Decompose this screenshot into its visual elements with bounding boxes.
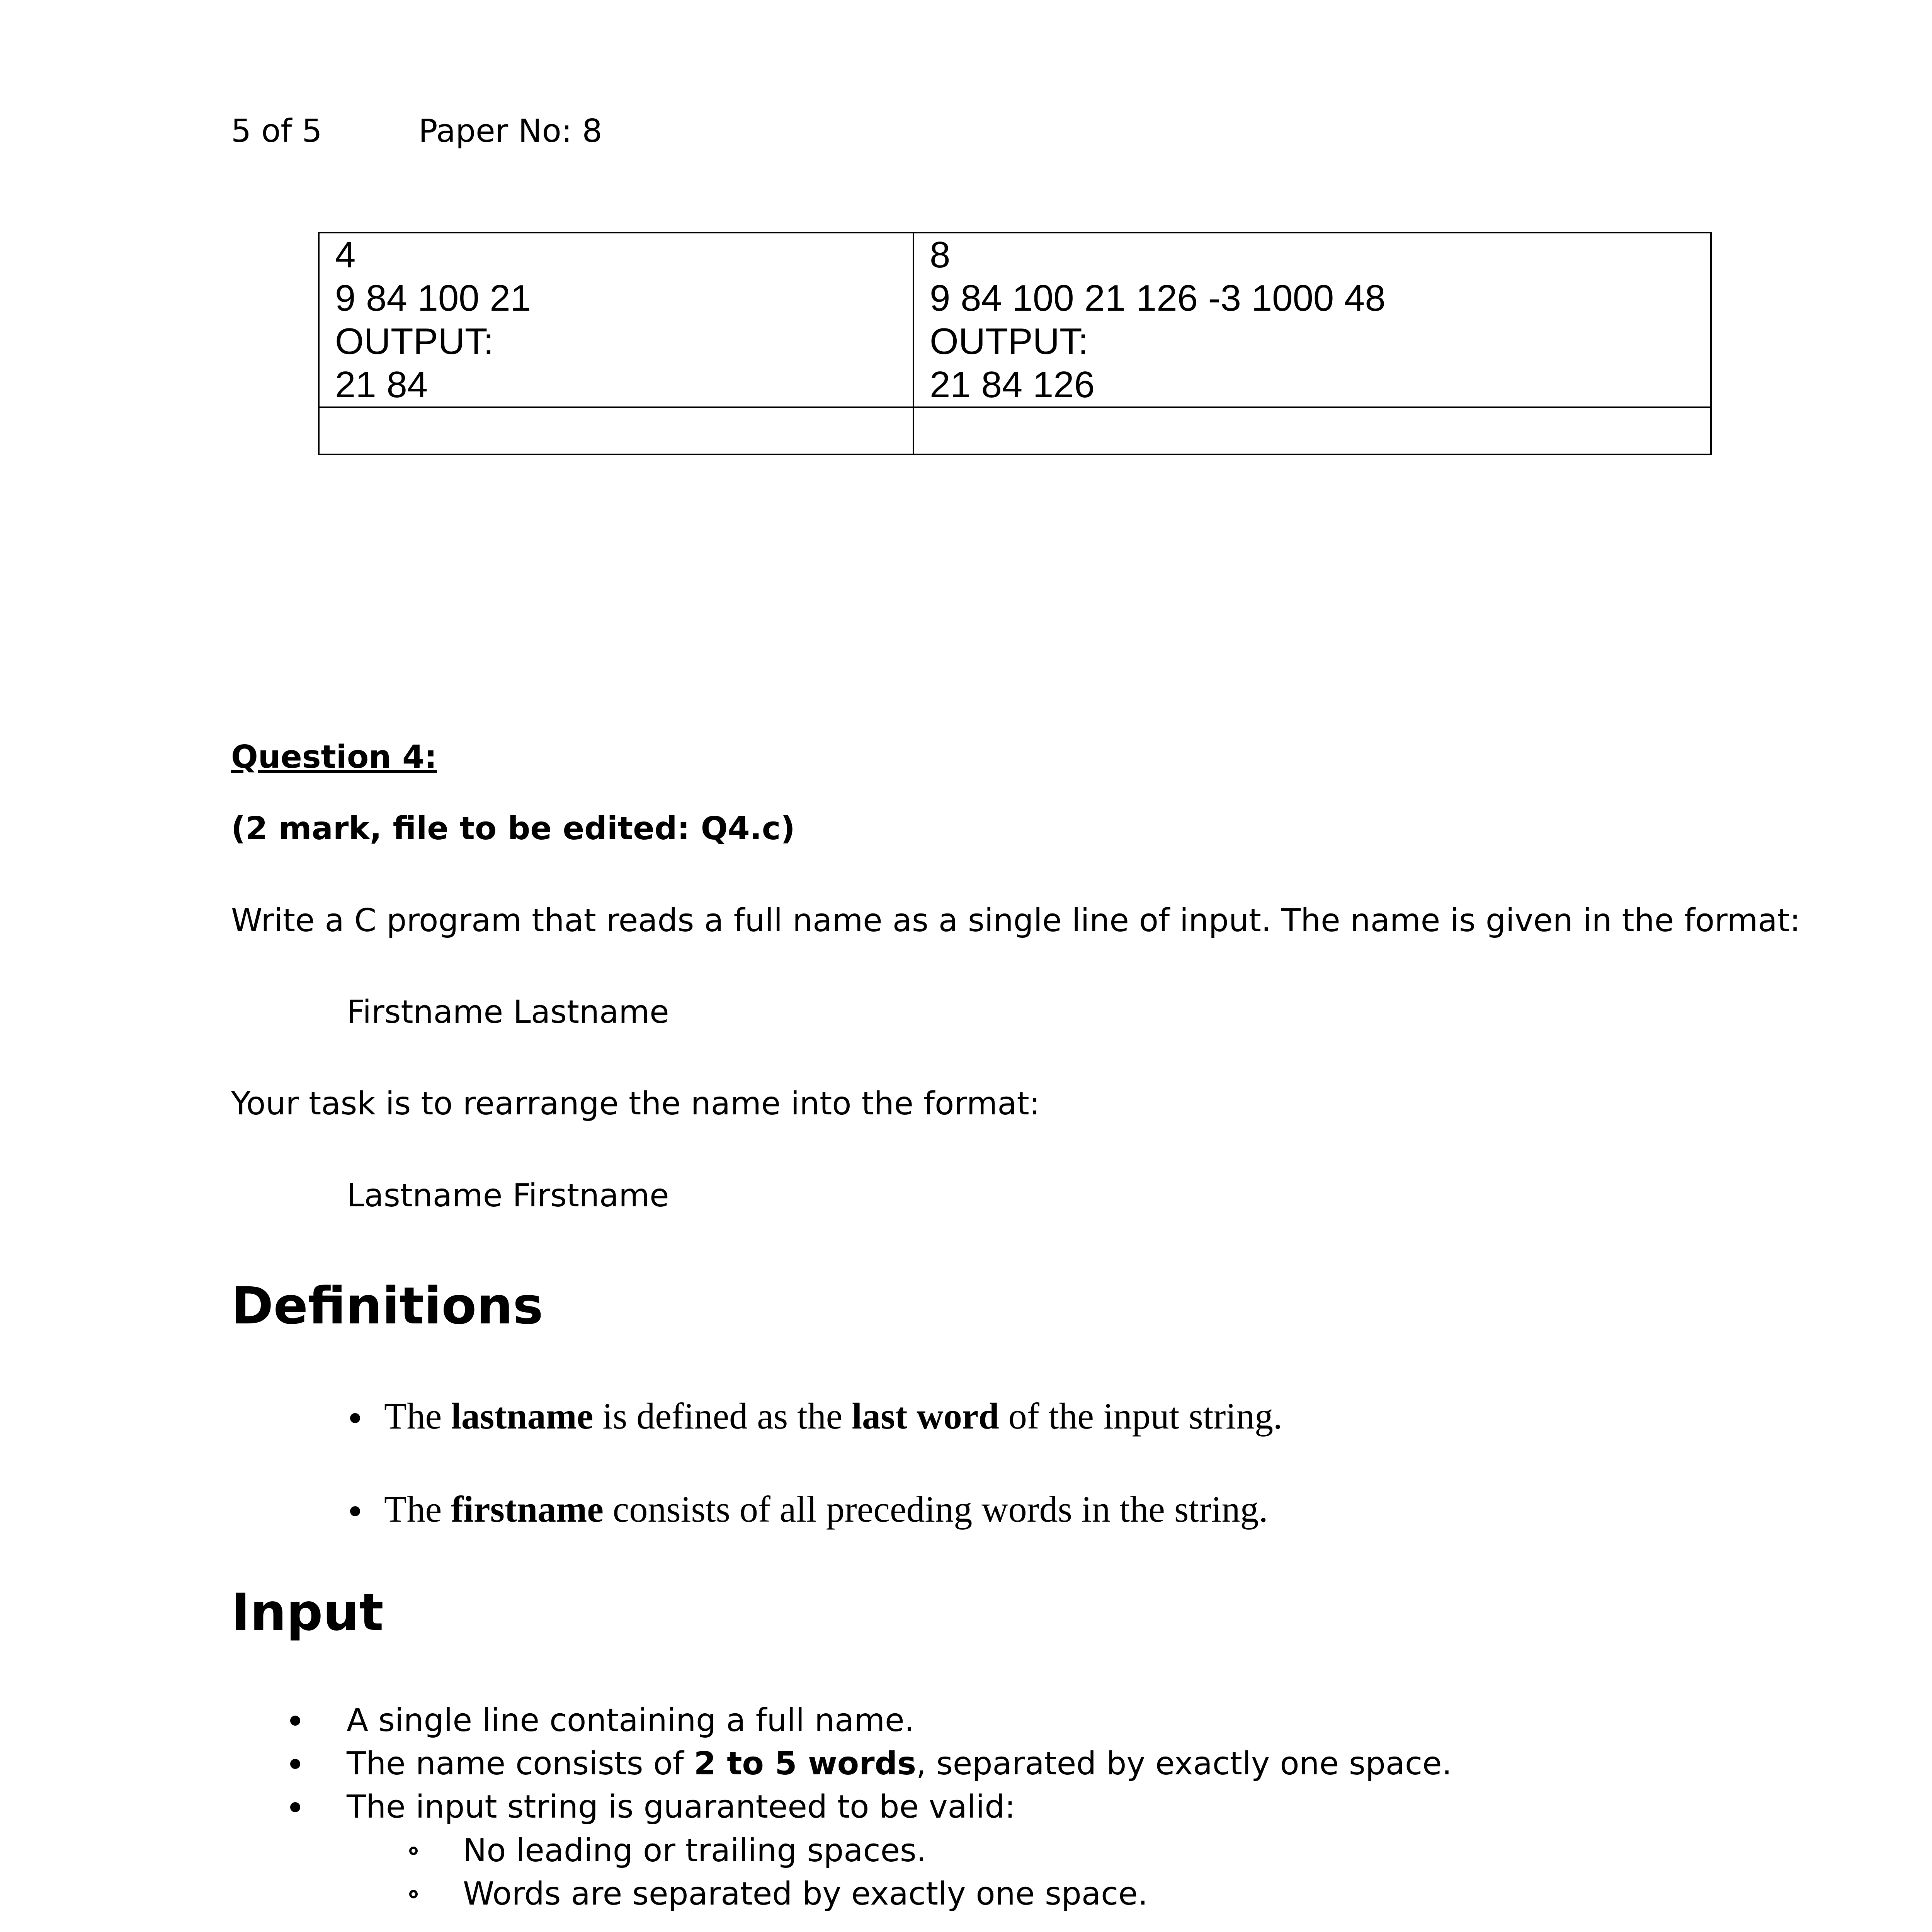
bullet-icon [290,1716,300,1726]
text: The name consists of [347,1745,694,1782]
term: last word [852,1395,999,1437]
question-meta: (2 mark, file to be edited: Q4.c) [231,810,795,847]
input-heading: Input [231,1583,384,1642]
text: The [384,1488,451,1530]
cell-line: 4 [335,234,356,276]
format-input: Firstname Lastname [347,994,669,1031]
table-cell [319,233,913,407]
table-cell-empty [913,407,1711,454]
bullet-icon [290,1759,300,1769]
cell-line: 8 [930,234,951,276]
paper-number: Paper No: 8 [418,113,602,150]
definition-item [384,1394,1282,1438]
text: The [384,1395,451,1437]
table-row [319,233,1711,407]
text: is defined as the [593,1395,852,1437]
question-title: Question 4: [231,739,437,776]
sub-bullet-icon [409,1847,418,1855]
term: lastname [451,1395,594,1437]
format-output: Lastname Firstname [347,1177,669,1214]
table-row [319,407,1711,454]
term: 2 to 5 words [694,1745,917,1782]
table-cell [913,233,1711,407]
task-text: Your task is to rearrange the name into the format: [231,1085,1040,1122]
cell-line: 9 84 100 21 [335,277,531,319]
cell-line: OUTPUT: [930,321,1088,362]
input-item: The input string is guaranteed to be valid: [347,1789,1015,1825]
text: , separated by exactly one space. [916,1745,1452,1782]
input-item: A single line containing a full name. [347,1702,915,1739]
input-subitem: No leading or trailing spaces. [463,1832,927,1869]
bullet-icon [290,1802,300,1812]
cell-line: 21 84 126 [930,364,1095,405]
question-intro: Write a C program that reads a full name as a single line of input. The name is given in the format: [231,902,1801,939]
term: firstname [451,1488,604,1530]
input-item [347,1745,1452,1783]
text: consists of all preceding words in the string. [603,1488,1268,1530]
bullet-icon [350,1413,360,1423]
input-subitem: Words are separated by exactly one space. [463,1876,1148,1912]
definition-item [384,1487,1268,1531]
sub-bullet-icon [409,1890,418,1898]
definitions-heading: Definitions [231,1276,543,1336]
cell-line: 9 84 100 21 126 -3 1000 48 [930,277,1386,319]
text: of the input string. [999,1395,1282,1437]
page-number: 5 of 5 [231,113,322,150]
cell-line: 21 84 [335,364,428,405]
bullet-icon [350,1506,360,1516]
testcase-table [318,232,1712,455]
cell-line: OUTPUT: [335,321,494,362]
table-cell-empty [319,407,913,454]
